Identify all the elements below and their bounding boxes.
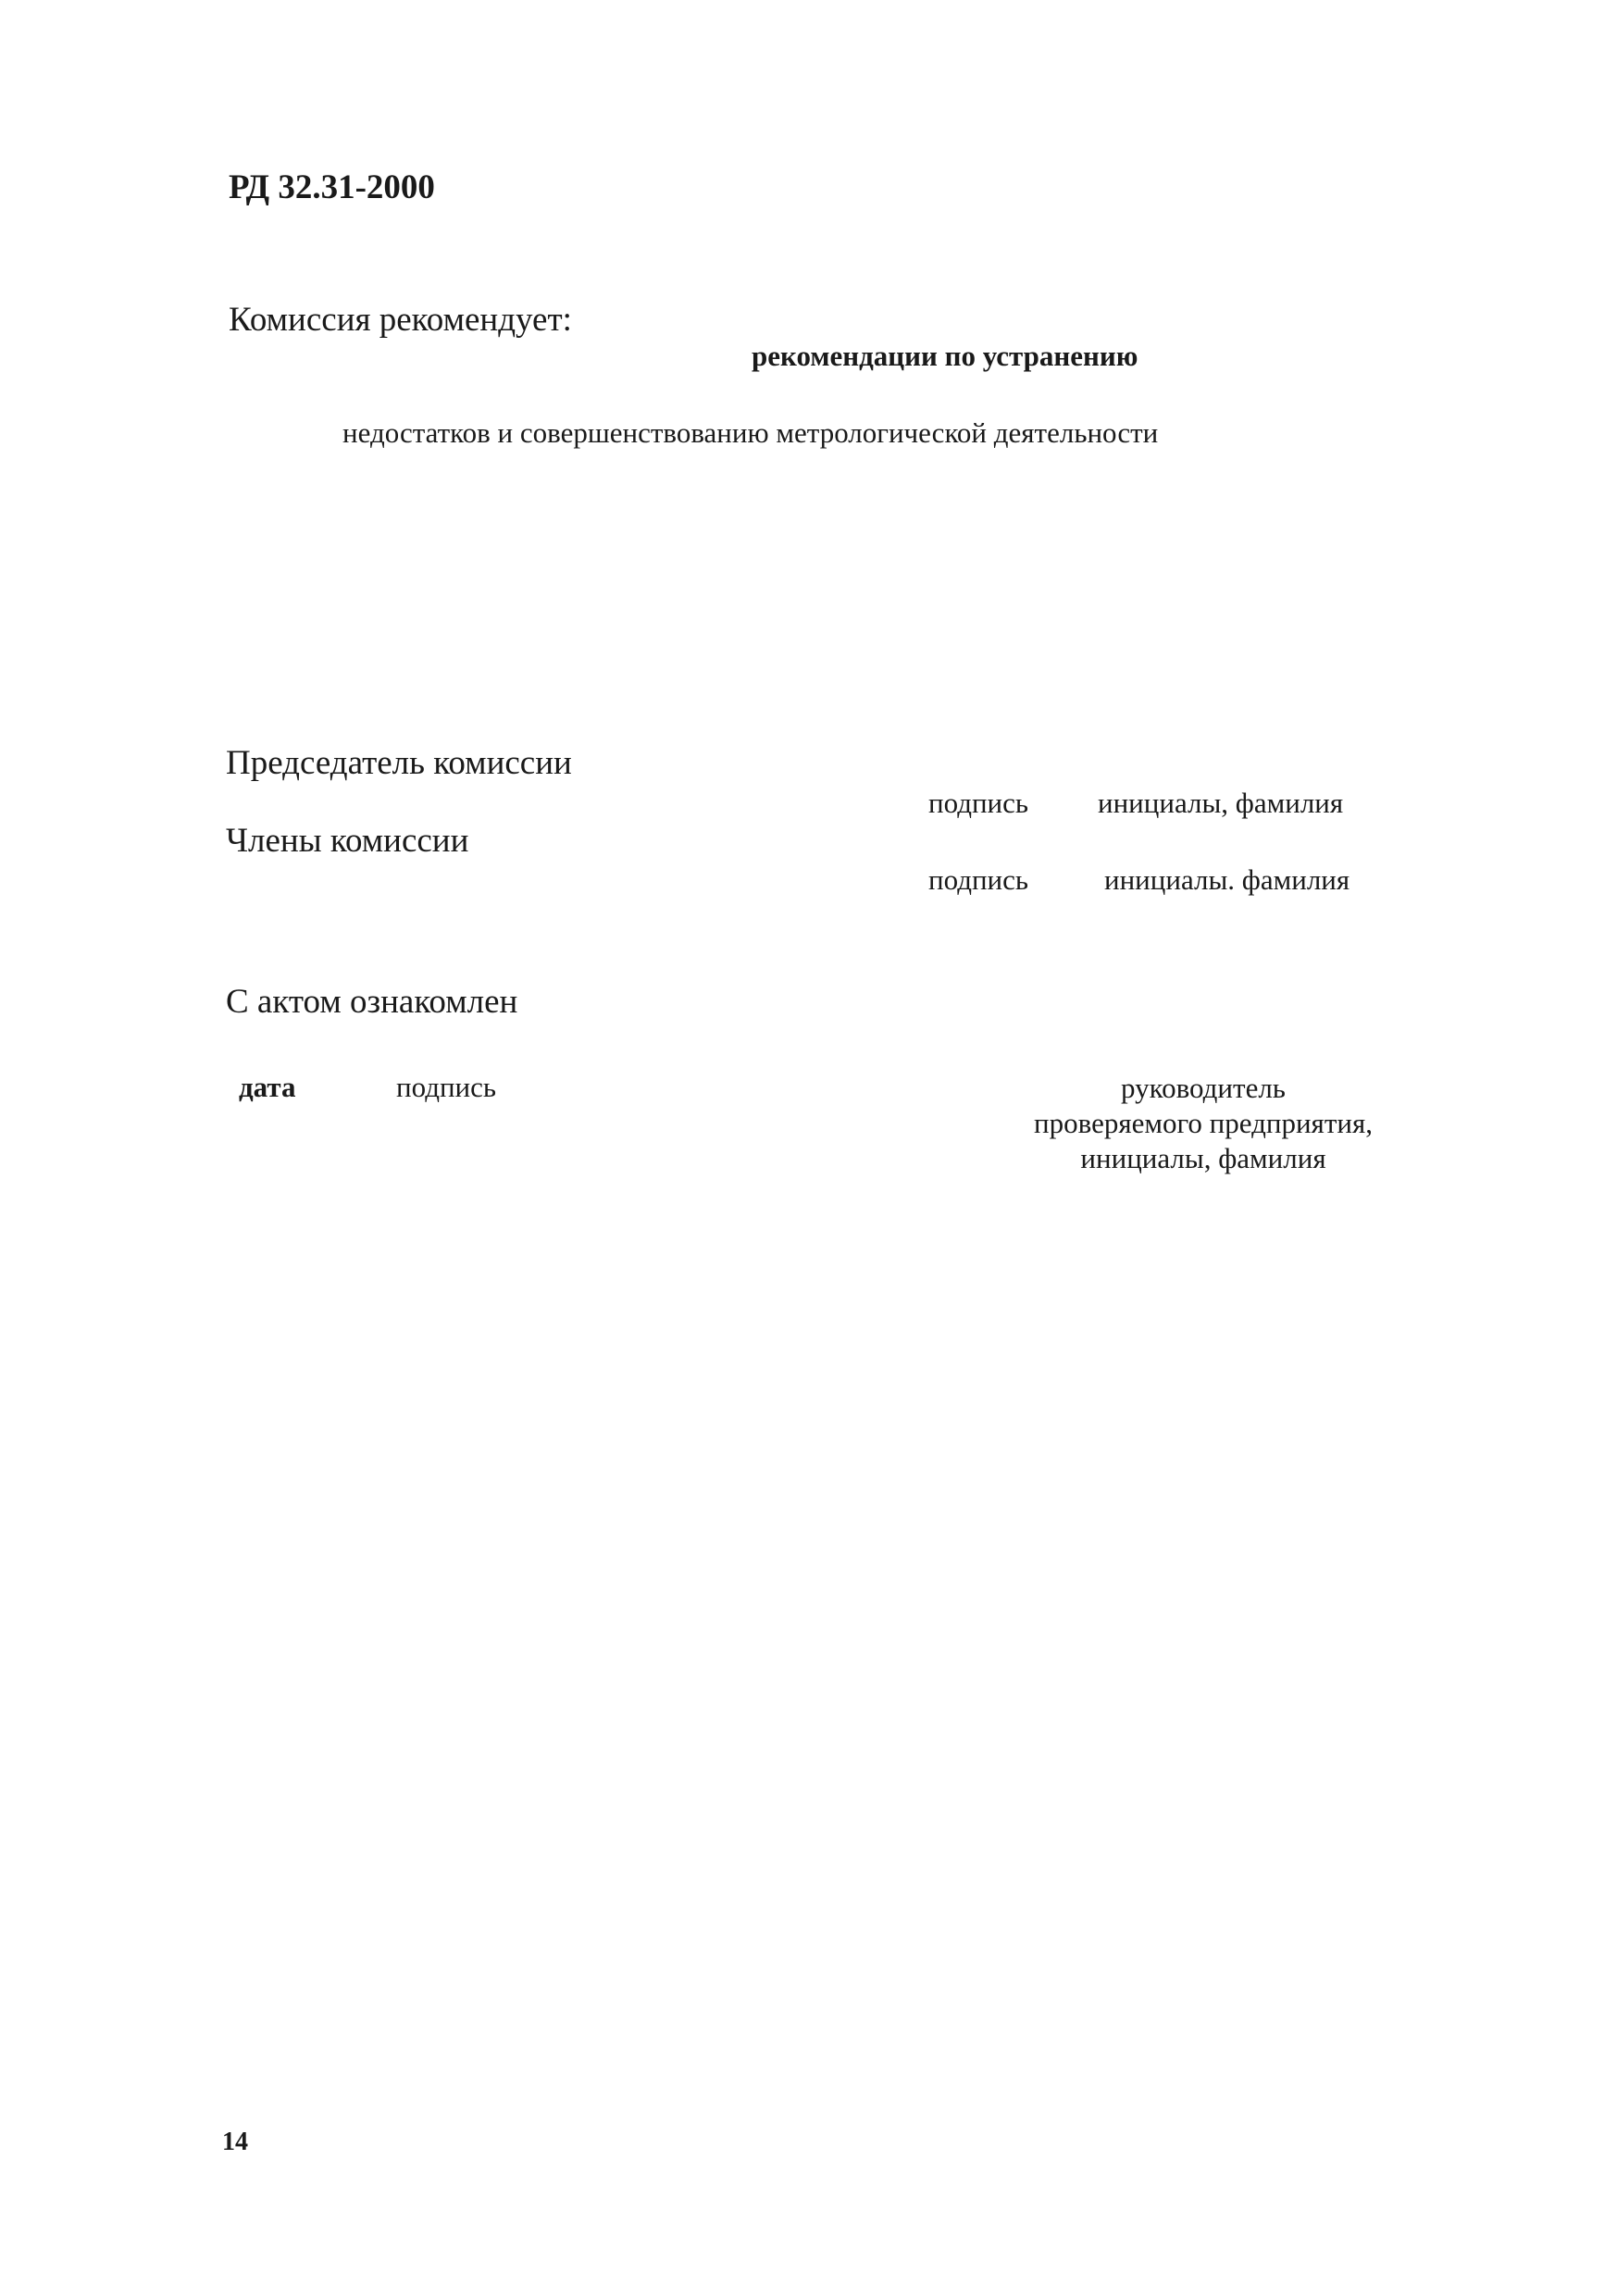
recommendation-line-2: недостатков и совершенствованию метрологической деятельности	[342, 416, 1159, 449]
recommendation-line-1: рекомендации по устранению	[752, 340, 1138, 372]
acknowledgement-date-caption: дата	[239, 1071, 296, 1103]
acknowledgement-label: С актом ознакомлен	[226, 983, 518, 1021]
manager-caption-line-1: руководитель	[1121, 1072, 1286, 1104]
chairman-signature-caption: подпись	[928, 787, 1029, 819]
document-code: РД 32.31-2000	[229, 168, 435, 206]
chairman-name-caption: инициалы, фамилия	[1098, 787, 1344, 819]
acknowledgement-signature-caption: подпись	[396, 1071, 497, 1103]
manager-caption-line-2: проверяемого предприятия,	[1034, 1107, 1373, 1139]
members-name-caption: инициалы. фамилия	[1104, 863, 1350, 896]
members-signature-caption: подпись	[928, 863, 1029, 896]
commission-heading: Комиссия рекомендует:	[229, 301, 572, 339]
chairman-label: Председатель комиссии	[226, 744, 572, 782]
manager-caption-block	[963, 1071, 1444, 1176]
page-number: 14	[222, 2128, 248, 2156]
members-label: Члены комиссии	[226, 822, 469, 860]
manager-caption-line-3: инициалы, фамилия	[1080, 1142, 1326, 1174]
